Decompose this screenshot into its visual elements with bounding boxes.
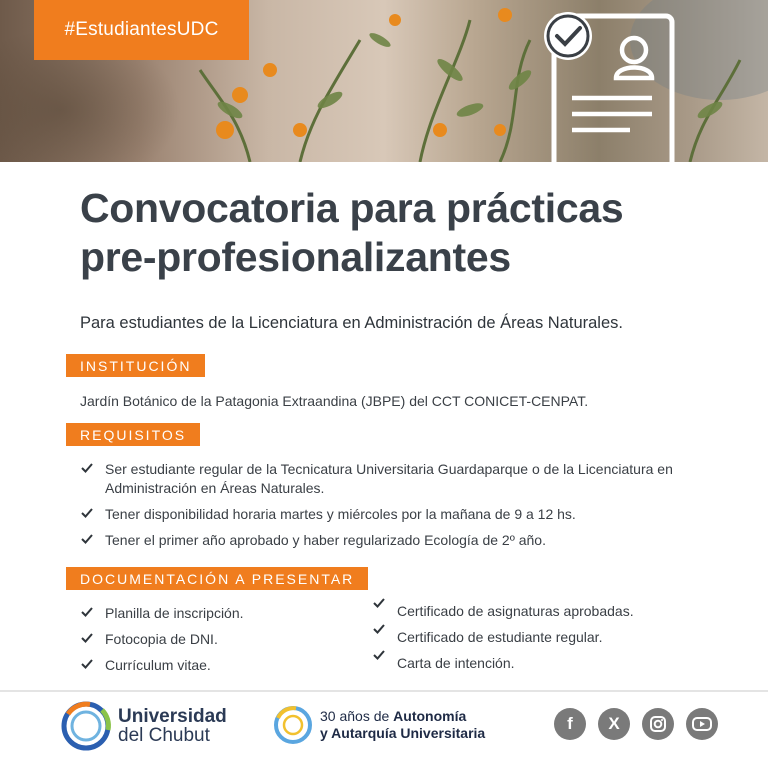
hero-banner xyxy=(0,0,768,162)
documento-text: Carta de intención. xyxy=(397,655,515,671)
udc-ring-icon xyxy=(60,700,112,752)
list-item xyxy=(372,602,702,621)
documento-text: Certificado de estudiante regular. xyxy=(397,629,603,645)
list-item xyxy=(80,460,680,498)
instagram-icon[interactable] xyxy=(642,708,674,740)
list-item xyxy=(80,505,680,524)
requisito-text: Tener disponibilidad horaria martes y miércoles por la mañana de 9 a 12 hs. xyxy=(105,506,576,522)
check-icon xyxy=(80,532,94,546)
list-item xyxy=(372,628,702,647)
check-icon xyxy=(372,622,386,636)
list-item xyxy=(372,654,702,673)
requisitos-label: REQUISITOS xyxy=(66,423,200,446)
list-item xyxy=(80,531,680,550)
anniversary-text-bold: Autonomía xyxy=(393,708,467,724)
documento-text: Fotocopia de DNI. xyxy=(105,631,218,647)
subtitle: Para estudiantes de la Licenciatura en Administración de Áreas Naturales. xyxy=(80,314,623,332)
documentacion-list-left xyxy=(80,604,350,675)
hashtag-badge: #EstudiantesUDC xyxy=(34,0,249,60)
social-links xyxy=(554,708,718,740)
institucion-label: INSTITUCIÓN xyxy=(66,354,205,377)
page-title xyxy=(80,184,720,282)
documento-text: Currículum vitae. xyxy=(105,657,211,673)
title-line-1: Convocatoria para prácticas xyxy=(80,185,624,231)
instagram-glyph xyxy=(649,715,667,733)
list-item xyxy=(80,656,350,675)
udc-logo xyxy=(60,700,227,752)
youtube-icon[interactable] xyxy=(686,708,718,740)
list-item xyxy=(80,630,350,649)
anniversary-text-2: y Autarquía Universitaria xyxy=(320,725,486,741)
check-icon xyxy=(80,657,94,671)
check-icon xyxy=(80,461,94,475)
requisito-text: Tener el primer año aprobado y haber regularizado Ecología de 2º año. xyxy=(105,532,546,548)
check-icon xyxy=(372,648,386,662)
anniversary-text-1: 30 años de xyxy=(320,708,394,724)
check-icon xyxy=(372,596,386,610)
udc-name-line-2: del Chubut xyxy=(118,725,210,746)
check-icon xyxy=(80,506,94,520)
documento-text: Planilla de inscripción. xyxy=(105,605,244,621)
documentacion-list-right xyxy=(372,602,702,673)
requisito-text: Ser estudiante regular de la Tecnicatura Universitaria Guardaparque o de la Licenciatura en Administración en Áreas Naturales. xyxy=(105,461,673,496)
x-icon[interactable]: X xyxy=(598,708,630,740)
footer-divider xyxy=(0,690,768,692)
requisitos-list xyxy=(80,460,680,550)
documentacion-label: DOCUMENTACIÓN A PRESENTAR xyxy=(66,567,368,590)
anniversary-logo xyxy=(272,704,485,746)
facebook-icon[interactable]: f xyxy=(554,708,586,740)
check-icon xyxy=(80,605,94,619)
check-icon xyxy=(80,631,94,645)
list-item xyxy=(80,604,350,623)
document-check-icon xyxy=(540,8,680,162)
udc-name-line-1: Universidad xyxy=(118,706,227,727)
anniversary-ring-icon xyxy=(272,704,314,746)
institucion-text: Jardín Botánico de la Patagonia Extraandina (JBPE) del CCT CONICET-CENPAT. xyxy=(80,393,589,409)
documento-text: Certificado de asignaturas aprobadas. xyxy=(397,603,634,619)
title-line-2: pre-profesionalizantes xyxy=(80,234,511,280)
youtube-glyph xyxy=(692,716,712,732)
